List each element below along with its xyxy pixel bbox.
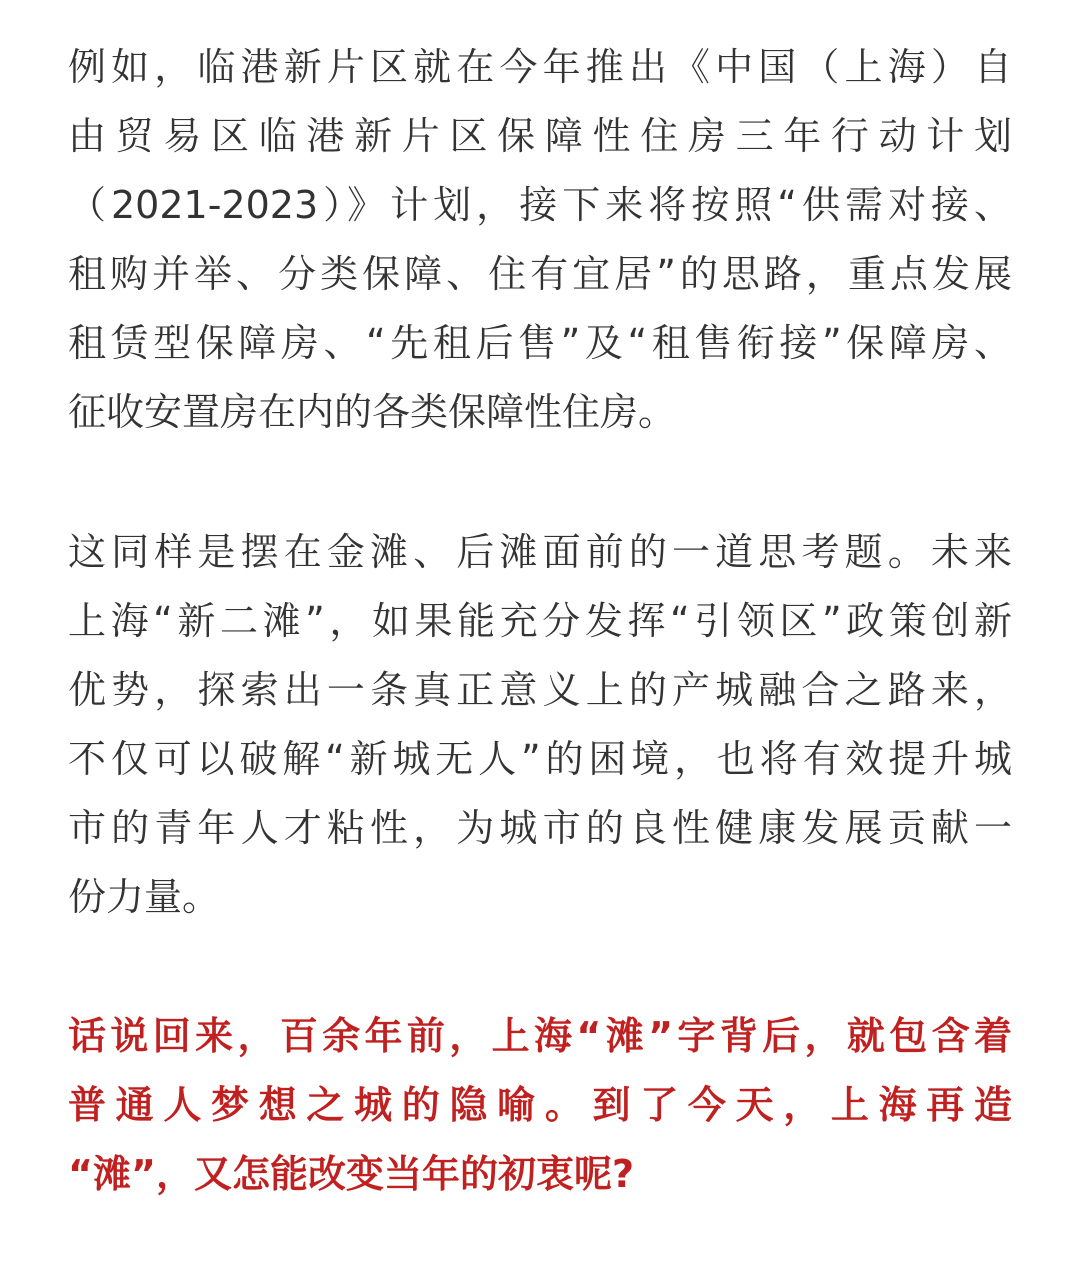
paragraph-line: 不仅可以破解“新城无人”的困境，也将有效提升城 <box>68 737 1012 781</box>
paragraph-line: 优势，探索出一条真正意义上的产城融合之路来， <box>68 668 1012 712</box>
paragraph-line: 租赁型保障房、“先租后售”及“租售衔接”保障房、 <box>68 321 1012 365</box>
paragraph-line: 市的青年人才粘性，为城市的良性健康发展贡献一 <box>68 806 1012 850</box>
highlight-line: “滩”，又怎能改变当年的初衷呢? <box>68 1152 634 1196</box>
paragraph-line: 这同样是摆在金滩、后滩面前的一道思考题。未来 <box>68 530 1012 574</box>
paragraph-line: （2021-2023）》计划，接下来将按照“供需对接、 <box>68 183 1012 227</box>
highlight-line: 话说回来，百余年前，上海“滩”字背后，就包含着 <box>68 1014 1012 1058</box>
paragraph-line: 上海“新二滩”，如果能充分发挥“引领区”政策创新 <box>68 599 1012 643</box>
paragraph-line: 由贸易区临港新片区保障性住房三年行动计划 <box>68 114 1012 158</box>
paragraph-line: 份力量。 <box>68 875 221 919</box>
paragraph-line: 租购并举、分类保障、住有宜居”的思路，重点发展 <box>68 252 1012 296</box>
paragraph-line: 例如，临港新片区就在今年推出《中国（上海）自 <box>68 45 1012 89</box>
paragraph-line: 征收安置房在内的各类保障性住房。 <box>68 390 677 434</box>
highlight-line: 普通人梦想之城的隐喻。到了今天，上海再造 <box>68 1083 1012 1127</box>
